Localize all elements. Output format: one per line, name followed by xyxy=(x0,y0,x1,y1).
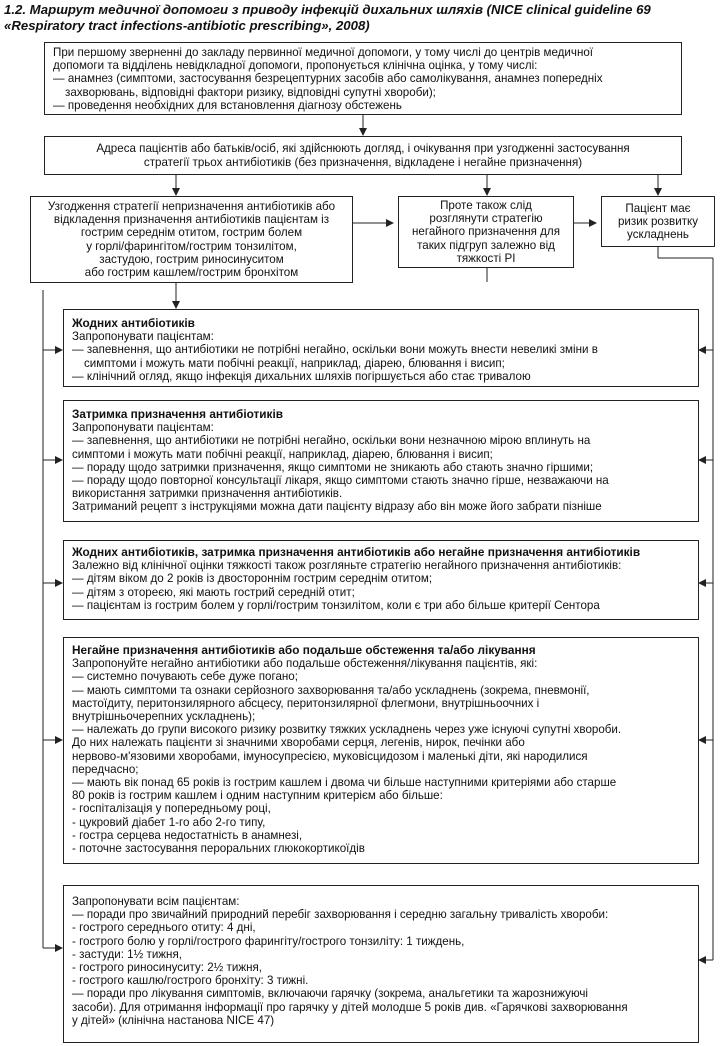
any-line-3: — дітям з отореєю, які мають гострий середній отит; xyxy=(72,585,355,599)
delay-line-3: симптоми і можуть мати побічні реакції, наприклад, діарею, блювання і висип; xyxy=(72,447,493,461)
subgroups-line-5: тяжкості РІ xyxy=(456,251,516,265)
any-heading: Жодних антибіотиків, затримка призначення антибіотиків або негайне призначення антибіотиків xyxy=(72,545,641,559)
all-line-9: засоби). Для отримання інформації про гарячку у дітей молодше 5 років див. «Гарячкові захворювання xyxy=(72,1000,628,1014)
all-line-2: — поради про звичайний природний перебіг захворювання і середню загальну тривалість хвороби: xyxy=(72,908,609,922)
all-line-10: у дітей» (клінічна настанова NICE 47) xyxy=(72,1013,275,1027)
immediate-line-6: — належать до групи високого ризику розвитку тяжких ускладнень через уже існуючі супутні хвороби. xyxy=(72,723,622,737)
address-line-2: стратегії трьох антибіотиків (без призначення, відкладене і негайне призначення) xyxy=(143,155,583,169)
risk-line-3: ускладнень xyxy=(627,228,689,242)
box-no-antibiotics xyxy=(63,309,699,387)
box-immediate xyxy=(63,637,699,864)
delay-line-4: — пораду щодо затримки призначення, якщо симптоми не зникають або стають значно гіршими; xyxy=(72,460,594,474)
immediate-line-10: — мають вік понад 65 років із гострим кашлем і двома чи більше наступними критеріями або старше xyxy=(72,776,617,790)
first-visit-line-5: — проведення необхідних для встановлення діагнозу обстежень xyxy=(53,98,402,112)
strategy-line-6: або гострим кашлем/гострим бронхітом xyxy=(84,265,299,279)
all-line-6: - гострого риносинуситу: 2½ тижня, xyxy=(72,961,263,975)
box-first-visit xyxy=(44,42,682,115)
immediate-line-15: - поточне застосування пероральних глюкокортикоїдів xyxy=(72,842,365,856)
all-line-4: - гострого болю у горлі/гострого фарингіту/гострого тонзиліту: 1 тиждень, xyxy=(72,934,465,948)
immediate-heading: Негайне призначення антибіотиків або подальше обстеження та/або лікування xyxy=(72,643,536,657)
all-line-1: Запропонувати всім пацієнтам: xyxy=(72,895,240,908)
strategy-line-1: Узгодження стратегії непризначення антибіотиків або xyxy=(47,199,336,213)
delay-line-1: Запропонувати пацієнтам: xyxy=(72,421,214,435)
all-line-5: - застуди: 1½ тижня, xyxy=(72,947,182,961)
immediate-line-2: — системно почувають себе дуже погано; xyxy=(72,670,298,684)
all-line-8: — поради про лікування симптомів, включаючи гарячку (зокрема, анальгетики та жарознижуючі xyxy=(72,987,588,1001)
any-line-4: — пацієнтам із гострим болем у горлі/гострим тонзилітом, коли є три або більше критерії Сентора xyxy=(72,598,600,612)
box-risk xyxy=(601,196,715,247)
no-antibiotics-heading: Жодних антибіотиків xyxy=(72,316,195,330)
box-strategy xyxy=(30,196,353,283)
box-delay xyxy=(63,400,699,522)
immediate-line-9: передчасно; xyxy=(72,762,139,776)
no-antibiotics-line-1: Запропонувати пацієнтам: xyxy=(72,330,214,344)
all-line-3: - гострого середнього отиту: 4 дні, xyxy=(72,921,256,935)
no-antibiotics-line-4: — клінічний огляд, якщо інфекція дихальних шляхів погіршується або стає тривалою xyxy=(72,369,531,383)
strategy-line-4: у горлі/фарингітом/гострим тонзилітом, xyxy=(86,239,297,253)
strategy-line-3: гострим середнім отитом, гострим болем xyxy=(80,226,303,240)
immediate-line-4: мастоїдиту, перитонзилярного абсцесу, перитонзилярної флегмони, внутрішньоочних і xyxy=(72,696,540,710)
box-any-strategy xyxy=(63,540,699,620)
immediate-line-7: До них належать пацієнти зі значними хворобами серця, легенів, нирок, печінки або xyxy=(72,736,525,750)
immediate-line-13: - цукровий діабет 1-го або 2-го типу, xyxy=(72,815,266,829)
immediate-line-12: - госпіталізація у попередньому році, xyxy=(72,802,271,816)
immediate-line-5: внутрішньочерепних ускладнень); xyxy=(72,710,256,724)
delay-line-7: Затриманий рецепт з інструкціями можна дати пацієнту відразу або він може його забрати пізніше xyxy=(72,500,602,514)
first-visit-line-4: захворювань, відповідні фактори ризику, відповідні супутні хвороби); xyxy=(65,85,436,99)
delay-line-5: — пораду щодо повторної консультації лікаря, якщо симптоми стають значно гірше, незважаючи на xyxy=(72,474,609,488)
title-line-2: «Respiratory tract infections-antibiotic prescribing», 2008) xyxy=(4,18,370,33)
first-visit-line-1: При першому зверненні до закладу первинної медичної допомоги, у тому числі до центрів медичної xyxy=(53,46,594,59)
first-visit-line-3: — анамнез (симптоми, застосування безрецептурних засобів або самолікування, анамнез попередніх xyxy=(53,72,603,86)
box-address xyxy=(44,136,682,175)
risk-line-2: ризик розвитку xyxy=(617,214,699,228)
delay-heading: Затримка призначення антибіотиків xyxy=(72,407,283,421)
immediate-line-11: 80 років із гострим кашлем і одним наступним критерієм або більше: xyxy=(72,789,443,803)
immediate-line-3: — мають симптоми та ознаки серйозного захворювання та/або ускладнень (зокрема, пневмонії, xyxy=(72,683,590,697)
immediate-line-14: - гостра серцева недостатність в анамнезі, xyxy=(72,828,303,842)
strategy-line-5: застудою, гострим риносинуситом xyxy=(99,252,284,266)
any-line-1: Залежно від клінічної оцінки тяжкості також розгляньте стратегію негайного призначення антибіотиків: xyxy=(72,559,622,573)
delay-line-6: використання затримки призначення антибіотиків. xyxy=(72,487,343,501)
subgroups-line-2: розглянути стратегію xyxy=(429,212,543,226)
box-subgroups xyxy=(398,196,574,268)
risk-line-1: Пацієнт має xyxy=(625,201,691,215)
strategy-line-2: відкладення призначення антибіотиків пацієнтам із xyxy=(53,213,330,227)
subgroups-line-3: негайного призначення для xyxy=(412,225,560,239)
no-antibiotics-line-2: — запевнення, що антибіотики не потрібні негайно, оскільки вони можуть внести невеликі зміни в xyxy=(72,343,598,357)
address-line-1: Адреса пацієнтів або батьків/осіб, які здійснюють догляд, і очікування при узгодженні застосування xyxy=(96,142,630,156)
subgroups-line-1: Проте також слід xyxy=(440,199,532,212)
any-line-2: — дітям віком до 2 років із двостороннім гострим середнім отитом; xyxy=(72,572,433,586)
first-visit-line-2: допомоги та відділень невідкладної допомоги, пропонується клінічна оцінка, у тому числі: xyxy=(53,59,538,73)
subgroups-line-4: таких підгруп залежно від xyxy=(417,238,555,252)
all-line-7: - гострого кашлю/гострого бронхіту: 3 тижні. xyxy=(72,974,309,988)
title-line-1: 1.2. Маршрут медичної допомоги з приводу інфекцій дихальних шляхів (NICE clinical guideline 69 xyxy=(4,2,651,17)
immediate-line-1: Запропонуйте негайно антибіотики або подальше обстеження/лікування пацієнтів, які: xyxy=(72,657,538,671)
delay-line-2: — запевнення, що антибіотики не потрібні негайно, оскільки вони незначною мірою вплинуть на xyxy=(72,434,591,448)
box-all-patients xyxy=(63,885,699,1043)
immediate-line-8: нервово-м'язовими хворобами, імуносупресією, муковісцидозом і маленькі діти, які народилися xyxy=(72,749,588,763)
no-antibiotics-line-3: симптоми і можуть мати побічні реакції, наприклад, діарею, блювання і висип; xyxy=(84,356,505,370)
